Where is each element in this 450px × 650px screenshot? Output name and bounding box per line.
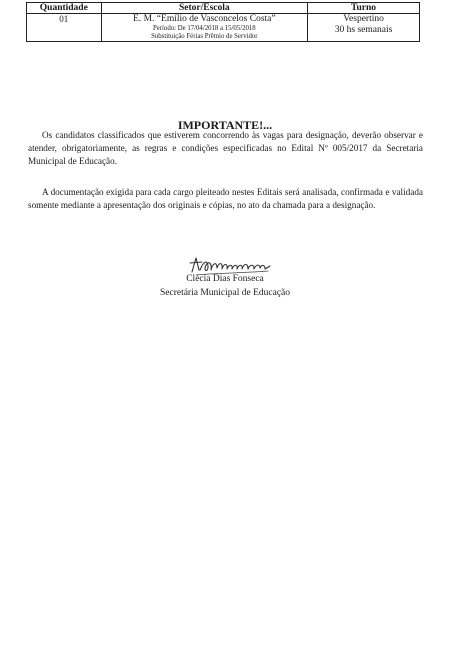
table-row [27,14,420,42]
table-header-row [27,3,420,14]
turno-shift: Vespertino [343,14,384,24]
signatory-role: Secretária Municipal de Educação [159,288,291,298]
header-setor-escola: Setor/Escola [101,3,308,14]
period-text: Período: De 17/04/2018 a 15/05/2018 [152,25,256,32]
paragraph-candidates: Os candidatos classificados que estiverem concorrendo às vagas para designação, deverão observar e atender, obrigatoriamente, as regras e condições especificadas no Edital Nº 005/2017 da Secretaria Municipal de Educação. [28,130,423,166]
paragraph-documentation: A documentação exigida para cada cargo pleiteado nestes Editais será analisada, confirmada e validada somente mediante a apresentação dos originais e cópias, no ato da chamada para a designação. [28,187,423,210]
vacancy-table [26,2,420,42]
header-turno: Turno [308,3,420,14]
cell-turno [308,14,420,42]
cell-quantidade: 01 [27,14,102,42]
cell-setor-escola [101,14,308,42]
signatory-name: Clécia Dias Fonseca [186,274,264,284]
turno-hours: 30 hs semanais [334,25,393,35]
school-name: E. M. “Emílio de Vasconcelos Costa” [133,14,276,24]
important-heading: IMPORTANTE!... [177,118,273,132]
header-quantidade: Quantidade [27,3,102,14]
substitution-text: Substituição Férias Prêmio de Servidor [151,33,258,40]
